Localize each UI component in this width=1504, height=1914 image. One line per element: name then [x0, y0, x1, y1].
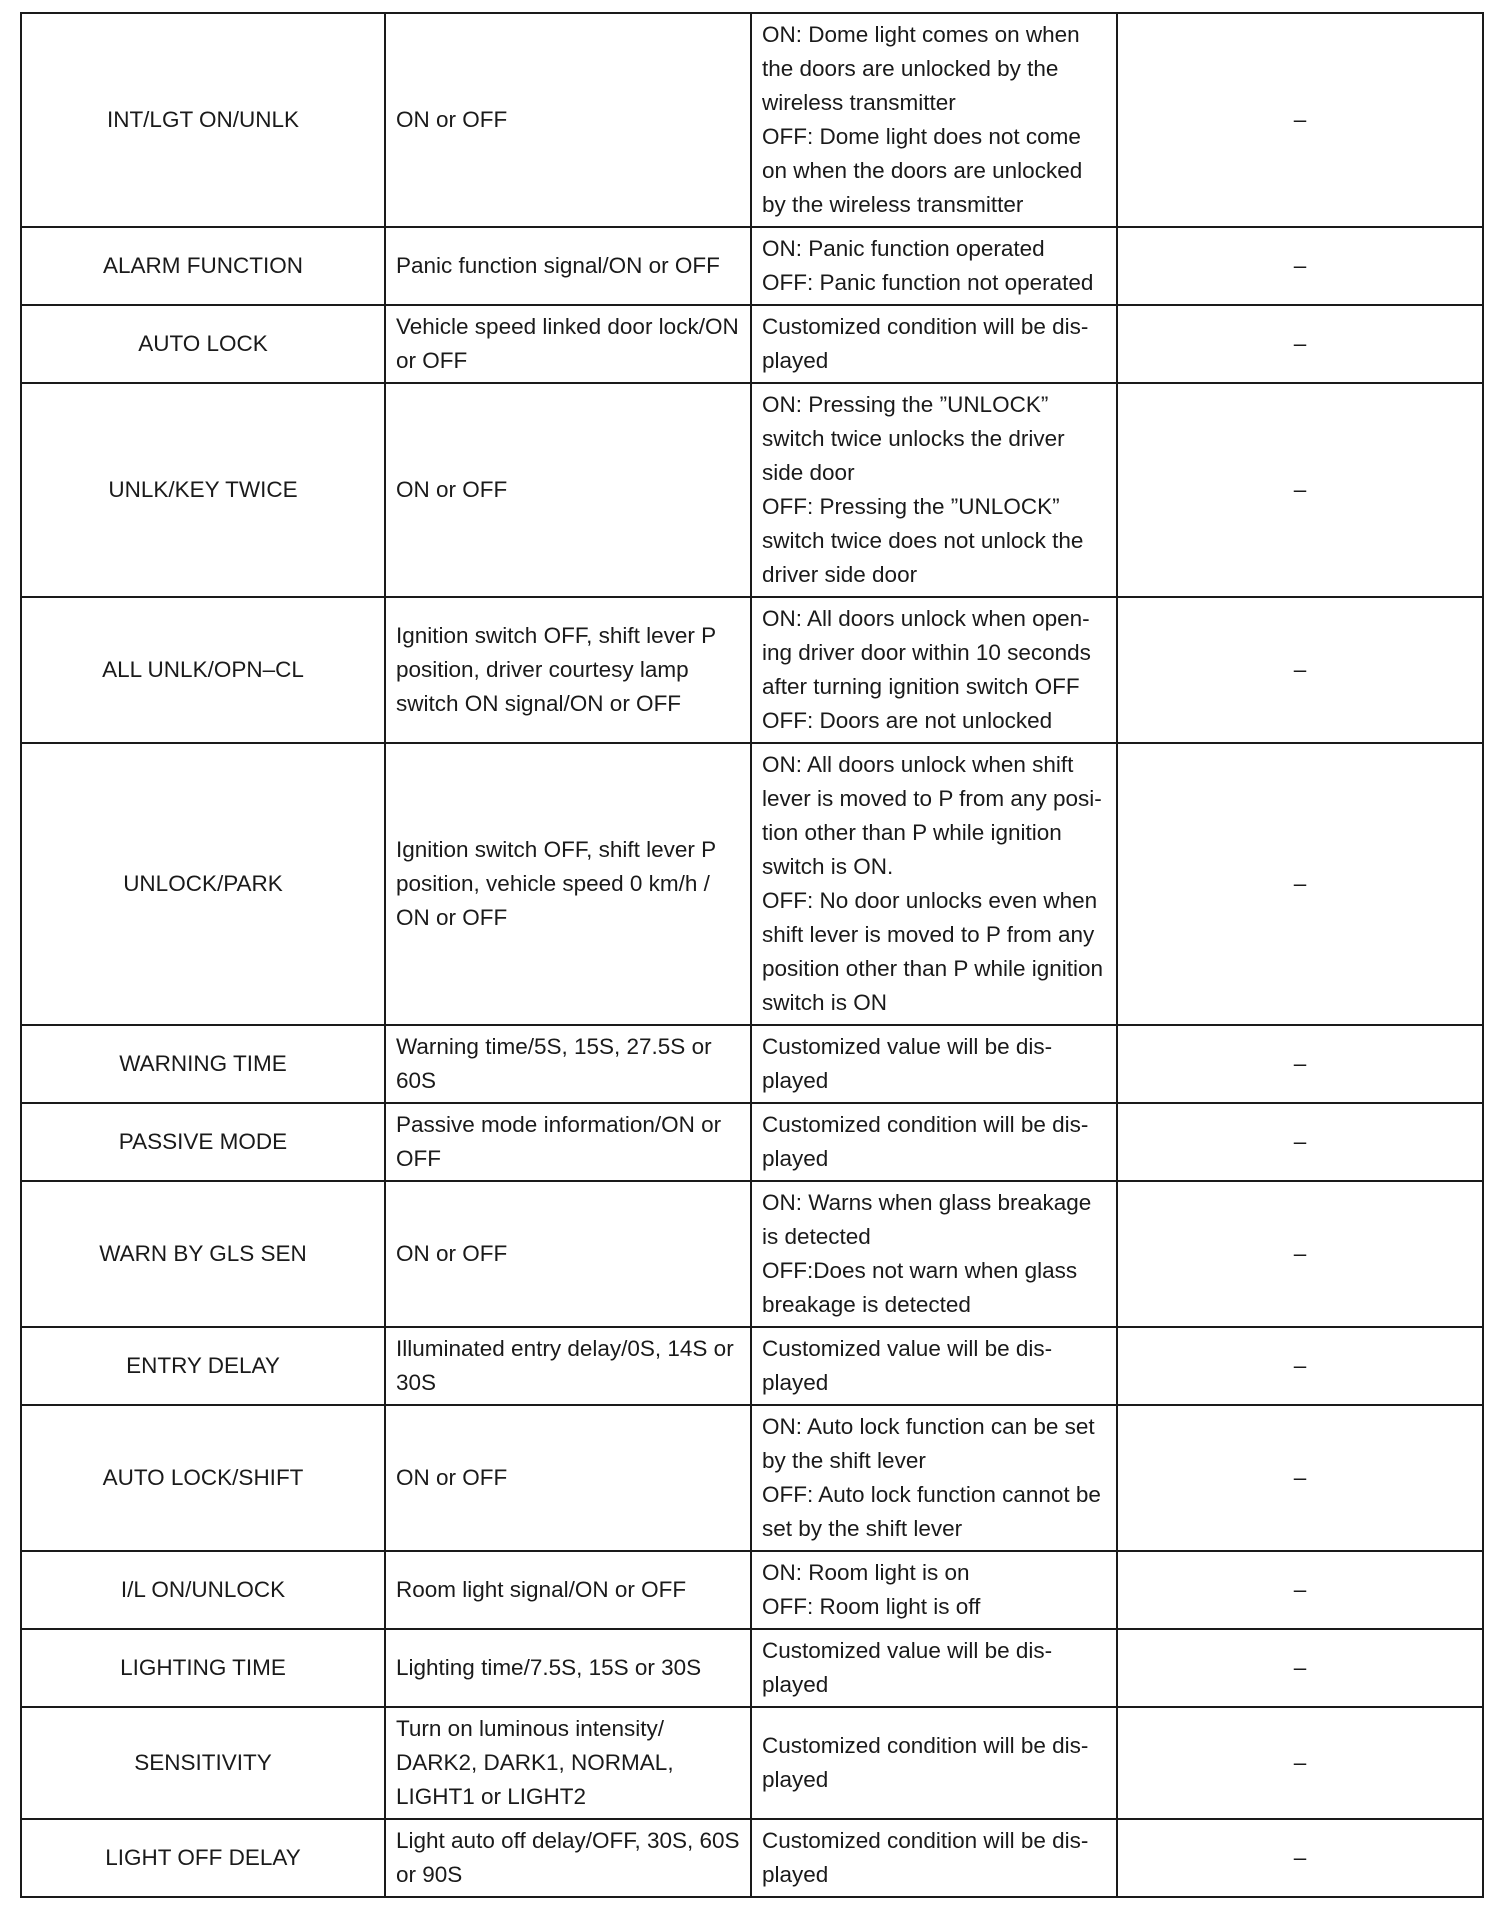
measurement-line: ON or OFF: [396, 477, 508, 502]
result-cell: –: [1117, 227, 1483, 305]
result-cell: –: [1117, 743, 1483, 1025]
condition-line: is detected: [762, 1224, 871, 1249]
condition-line: OFF: Dome light does not come: [762, 124, 1081, 149]
result-cell: –: [1117, 1819, 1483, 1897]
condition-line: OFF: Doors are not unlocked: [762, 708, 1053, 733]
condition-cell: [751, 597, 1117, 743]
measurement-cell: [385, 13, 751, 227]
measurement-cell: [385, 1629, 751, 1707]
table-row: [21, 1025, 1483, 1103]
condition-line: side door: [762, 460, 855, 485]
measurement-line: ON or OFF: [396, 1241, 508, 1266]
condition-line: Customized value will be dis-: [762, 1638, 1053, 1663]
item-cell: UNLOCK/PARK: [21, 743, 385, 1025]
measurement-line: Light auto off delay/OFF, 30S, 60S: [396, 1828, 740, 1853]
item-cell: WARNING TIME: [21, 1025, 385, 1103]
measurement-line: Turn on luminous intensity/: [396, 1716, 665, 1741]
condition-line: lever is moved to P from any posi-: [762, 786, 1102, 811]
condition-cell: [751, 1405, 1117, 1551]
condition-line: the doors are unlocked by the: [762, 56, 1059, 81]
measurement-line: OFF: [396, 1146, 441, 1171]
condition-line: wireless transmitter: [762, 90, 956, 115]
result-cell: –: [1117, 1405, 1483, 1551]
condition-line: ON: Pressing the ”UNLOCK”: [762, 392, 1049, 417]
condition-line: played: [762, 1370, 829, 1395]
condition-cell: [751, 1181, 1117, 1327]
condition-cell: [751, 1025, 1117, 1103]
item-cell: ENTRY DELAY: [21, 1327, 385, 1405]
measurement-cell: [385, 227, 751, 305]
measurement-cell: [385, 1103, 751, 1181]
item-cell: AUTO LOCK/SHIFT: [21, 1405, 385, 1551]
table-row: [21, 1327, 1483, 1405]
measurement-cell: [385, 1405, 751, 1551]
condition-line: Customized value will be dis-: [762, 1034, 1053, 1059]
item-cell: PASSIVE MODE: [21, 1103, 385, 1181]
measurement-line: ON or OFF: [396, 1465, 508, 1490]
result-cell: –: [1117, 13, 1483, 227]
condition-line: OFF:Does not warn when glass: [762, 1258, 1078, 1283]
condition-line: breakage is detected: [762, 1292, 971, 1317]
table-row: [21, 1629, 1483, 1707]
condition-line: ON: Auto lock function can be set: [762, 1414, 1095, 1439]
condition-line: ON: Panic function operated: [762, 236, 1045, 261]
table-row: [21, 1405, 1483, 1551]
measurement-cell: [385, 1819, 751, 1897]
condition-cell: [751, 1819, 1117, 1897]
condition-line: Customized value will be dis-: [762, 1336, 1053, 1361]
result-cell: –: [1117, 1707, 1483, 1819]
condition-cell: [751, 1707, 1117, 1819]
condition-cell: [751, 305, 1117, 383]
measurement-line: Vehicle speed linked door lock/ON: [396, 314, 739, 339]
table-row: [21, 1551, 1483, 1629]
condition-line: on when the doors are unlocked: [762, 158, 1083, 183]
condition-line: by the shift lever: [762, 1448, 926, 1473]
table-row: [21, 227, 1483, 305]
condition-cell: [751, 1327, 1117, 1405]
measurement-line: Lighting time/7.5S, 15S or 30S: [396, 1655, 702, 1680]
result-cell: –: [1117, 1629, 1483, 1707]
measurement-line: DARK2, DARK1, NORMAL,: [396, 1750, 674, 1775]
measurement-cell: [385, 383, 751, 597]
condition-line: by the wireless transmitter: [762, 192, 1024, 217]
result-cell: –: [1117, 1025, 1483, 1103]
condition-line: shift lever is moved to P from any: [762, 922, 1095, 947]
condition-line: ON: All doors unlock when open-: [762, 606, 1090, 631]
condition-line: ON: Room light is on: [762, 1560, 970, 1585]
table-body: [21, 13, 1483, 1897]
condition-line: after turning ignition switch OFF: [762, 674, 1080, 699]
condition-line: ON: All doors unlock when shift: [762, 752, 1074, 777]
result-cell: –: [1117, 383, 1483, 597]
item-cell: I/L ON/UNLOCK: [21, 1551, 385, 1629]
measurement-line: Panic function signal/ON or OFF: [396, 253, 720, 278]
item-cell: AUTO LOCK: [21, 305, 385, 383]
condition-cell: [751, 13, 1117, 227]
measurement-line: or 90S: [396, 1862, 463, 1887]
table-row: [21, 1181, 1483, 1327]
condition-line: played: [762, 1146, 829, 1171]
condition-line: played: [762, 1862, 829, 1887]
condition-line: switch twice unlocks the driver: [762, 426, 1065, 451]
table-row: [21, 1103, 1483, 1181]
measurement-cell: [385, 1181, 751, 1327]
condition-line: OFF: Room light is off: [762, 1594, 981, 1619]
measurement-line: position, vehicle speed 0 km/h /: [396, 871, 710, 896]
measurement-line: switch ON signal/ON or OFF: [396, 691, 682, 716]
table-row: [21, 597, 1483, 743]
condition-line: played: [762, 348, 829, 373]
condition-line: driver side door: [762, 562, 918, 587]
measurement-cell: [385, 305, 751, 383]
condition-line: switch is ON: [762, 990, 888, 1015]
measurement-cell: [385, 743, 751, 1025]
item-cell: ALARM FUNCTION: [21, 227, 385, 305]
result-cell: –: [1117, 305, 1483, 383]
condition-line: ON: Warns when glass breakage: [762, 1190, 1092, 1215]
condition-line: OFF: No door unlocks even when: [762, 888, 1098, 913]
condition-line: played: [762, 1068, 829, 1093]
condition-line: Customized condition will be dis-: [762, 314, 1089, 339]
condition-line: set by the shift lever: [762, 1516, 963, 1541]
measurement-cell: [385, 1025, 751, 1103]
measurement-line: Ignition switch OFF, shift lever P: [396, 837, 717, 862]
condition-line: switch twice does not unlock the: [762, 528, 1084, 553]
result-cell: –: [1117, 1327, 1483, 1405]
table-row: [21, 13, 1483, 227]
table-row: [21, 1819, 1483, 1897]
condition-line: played: [762, 1767, 829, 1792]
condition-line: switch is ON.: [762, 854, 894, 879]
condition-line: position other than P while ignition: [762, 956, 1104, 981]
condition-cell: [751, 743, 1117, 1025]
item-cell: LIGHT OFF DELAY: [21, 1819, 385, 1897]
measurement-line: ON or OFF: [396, 905, 508, 930]
condition-line: Customized condition will be dis-: [762, 1828, 1089, 1853]
item-cell: WARN BY GLS SEN: [21, 1181, 385, 1327]
item-cell: UNLK/KEY TWICE: [21, 383, 385, 597]
measurement-line: or OFF: [396, 348, 468, 373]
condition-line: OFF: Pressing the ”UNLOCK”: [762, 494, 1060, 519]
condition-line: Customized condition will be dis-: [762, 1733, 1089, 1758]
measurement-line: ON or OFF: [396, 107, 508, 132]
measurement-line: Passive mode information/ON or: [396, 1112, 722, 1137]
condition-line: OFF: Auto lock function cannot be: [762, 1482, 1101, 1507]
condition-line: played: [762, 1672, 829, 1697]
condition-line: ON: Dome light comes on when: [762, 22, 1080, 47]
condition-line: ing driver door within 10 seconds: [762, 640, 1091, 665]
measurement-cell: [385, 1551, 751, 1629]
condition-cell: [751, 1103, 1117, 1181]
table-row: [21, 305, 1483, 383]
measurement-line: Room light signal/ON or OFF: [396, 1577, 687, 1602]
measurement-line: 60S: [396, 1068, 437, 1093]
condition-line: Customized condition will be dis-: [762, 1112, 1089, 1137]
measurement-line: 30S: [396, 1370, 437, 1395]
measurement-line: LIGHT1 or LIGHT2: [396, 1784, 587, 1809]
condition-line: OFF: Panic function not operated: [762, 270, 1094, 295]
measurement-line: Ignition switch OFF, shift lever P: [396, 623, 717, 648]
measurement-line: Illuminated entry delay/0S, 14S or: [396, 1336, 734, 1361]
item-cell: LIGHTING TIME: [21, 1629, 385, 1707]
customize-parameter-table: [20, 12, 1484, 1898]
condition-cell: [751, 383, 1117, 597]
measurement-line: Warning time/5S, 15S, 27.5S or: [396, 1034, 712, 1059]
condition-cell: [751, 1551, 1117, 1629]
result-cell: –: [1117, 1103, 1483, 1181]
table-row: [21, 383, 1483, 597]
item-cell: INT/LGT ON/UNLK: [21, 13, 385, 227]
measurement-line: position, driver courtesy lamp: [396, 657, 689, 682]
table-row: [21, 743, 1483, 1025]
result-cell: –: [1117, 1181, 1483, 1327]
result-cell: –: [1117, 1551, 1483, 1629]
table-row: [21, 1707, 1483, 1819]
condition-cell: [751, 1629, 1117, 1707]
measurement-cell: [385, 1707, 751, 1819]
measurement-cell: [385, 597, 751, 743]
item-cell: ALL UNLK/OPN–CL: [21, 597, 385, 743]
result-cell: –: [1117, 597, 1483, 743]
item-cell: SENSITIVITY: [21, 1707, 385, 1819]
condition-line: tion other than P while ignition: [762, 820, 1062, 845]
condition-cell: [751, 227, 1117, 305]
measurement-cell: [385, 1327, 751, 1405]
